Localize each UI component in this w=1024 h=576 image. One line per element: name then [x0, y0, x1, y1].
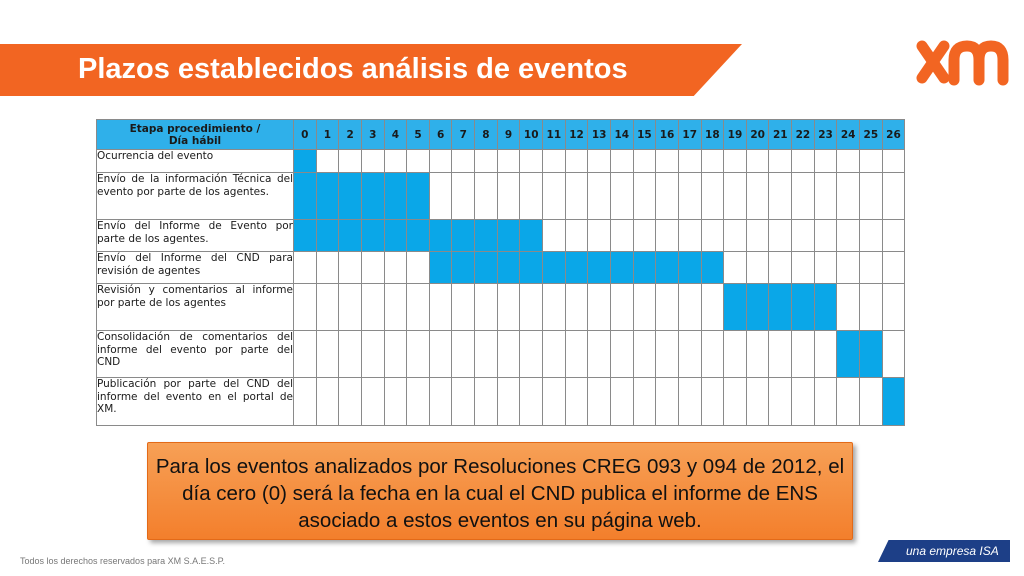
gantt-empty-cell	[543, 284, 566, 331]
gantt-empty-cell	[565, 220, 588, 252]
gantt-empty-cell	[860, 220, 883, 252]
gantt-empty-cell	[746, 150, 769, 173]
gantt-empty-cell	[882, 220, 905, 252]
gantt-empty-cell	[407, 378, 430, 426]
slide-title: Plazos establecidos análisis de eventos	[78, 53, 628, 85]
gantt-bar-cell	[565, 252, 588, 284]
gantt-bar-cell	[633, 252, 656, 284]
gantt-empty-cell	[678, 150, 701, 173]
gantt-empty-cell	[769, 173, 792, 220]
gantt-bar-cell	[701, 252, 724, 284]
gantt-empty-cell	[407, 331, 430, 378]
gantt-empty-cell	[792, 220, 815, 252]
table-row	[97, 150, 905, 173]
gantt-empty-cell	[316, 331, 339, 378]
gantt-empty-cell	[792, 378, 815, 426]
day-header: 14	[610, 120, 633, 150]
day-header: 3	[361, 120, 384, 150]
gantt-empty-cell	[656, 220, 679, 252]
gantt-empty-cell	[656, 284, 679, 331]
note-text: Para los eventos analizados por Resoluciones CREG 093 y 094 de 2012, el día cero (0) será la fecha en la cual el CND publica el informe de ENS asociado a estos eventos en su página web.	[155, 455, 845, 532]
gantt-empty-cell	[610, 378, 633, 426]
table-row	[97, 252, 905, 284]
gantt-empty-cell	[746, 173, 769, 220]
day-header: 19	[724, 120, 747, 150]
gantt-empty-cell	[543, 150, 566, 173]
gantt-bar-cell	[475, 252, 498, 284]
stage-label: Consolidación de comentarios del informe del evento por parte del CND	[97, 331, 294, 378]
gantt-empty-cell	[633, 331, 656, 378]
gantt-empty-cell	[452, 378, 475, 426]
gantt-empty-cell	[520, 173, 543, 220]
gantt-empty-cell	[656, 331, 679, 378]
day-header: 22	[792, 120, 815, 150]
gantt-bar-cell	[361, 220, 384, 252]
gantt-empty-cell	[452, 173, 475, 220]
gantt-empty-cell	[610, 173, 633, 220]
gantt-bar-cell	[384, 220, 407, 252]
gantt-bar-cell	[769, 284, 792, 331]
gantt-empty-cell	[565, 331, 588, 378]
gantt-empty-cell	[678, 173, 701, 220]
gantt-bar-cell	[610, 252, 633, 284]
gantt-empty-cell	[475, 378, 498, 426]
gantt-empty-cell	[837, 220, 860, 252]
day-header: 8	[475, 120, 498, 150]
gantt-bar-cell	[497, 252, 520, 284]
table-row	[97, 220, 905, 252]
gantt-empty-cell	[860, 150, 883, 173]
gantt-empty-cell	[497, 284, 520, 331]
gantt-empty-cell	[475, 150, 498, 173]
gantt-empty-cell	[746, 252, 769, 284]
gantt-empty-cell	[724, 331, 747, 378]
gantt-empty-cell	[316, 284, 339, 331]
gantt-empty-cell	[294, 378, 317, 426]
gantt-empty-cell	[543, 378, 566, 426]
gantt-empty-cell	[452, 150, 475, 173]
gantt-empty-cell	[882, 173, 905, 220]
gantt-empty-cell	[633, 220, 656, 252]
gantt-empty-cell	[610, 220, 633, 252]
gantt-empty-cell	[792, 173, 815, 220]
gantt-empty-cell	[678, 378, 701, 426]
gantt-bar-cell	[837, 331, 860, 378]
stage-label: Revisión y comentarios al informe por parte de los agentes	[97, 284, 294, 331]
gantt-bar-cell	[339, 220, 362, 252]
company-tag: una empresa ISA	[906, 544, 999, 558]
gantt-empty-cell	[837, 252, 860, 284]
gantt-empty-cell	[633, 284, 656, 331]
gantt-empty-cell	[701, 331, 724, 378]
gantt-bar-cell	[407, 173, 430, 220]
gantt-empty-cell	[610, 150, 633, 173]
gantt-empty-cell	[792, 331, 815, 378]
gantt-empty-cell	[610, 284, 633, 331]
day-header: 11	[543, 120, 566, 150]
gantt-empty-cell	[452, 284, 475, 331]
gantt-empty-cell	[882, 284, 905, 331]
day-header: 26	[882, 120, 905, 150]
gantt-empty-cell	[701, 378, 724, 426]
gantt-empty-cell	[769, 220, 792, 252]
gantt-empty-cell	[814, 331, 837, 378]
gantt-bar-cell	[294, 150, 317, 173]
day-header: 1	[316, 120, 339, 150]
day-header: 24	[837, 120, 860, 150]
schedule-table	[96, 119, 905, 426]
day-header: 0	[294, 120, 317, 150]
stage-label: Publicación por parte del CND del informe del evento en el portal de XM.	[97, 378, 294, 426]
gantt-empty-cell	[724, 220, 747, 252]
gantt-empty-cell	[429, 150, 452, 173]
gantt-bar-cell	[882, 378, 905, 426]
gantt-empty-cell	[678, 284, 701, 331]
gantt-bar-cell	[678, 252, 701, 284]
gantt-empty-cell	[520, 378, 543, 426]
gantt-empty-cell	[701, 173, 724, 220]
gantt-empty-cell	[520, 284, 543, 331]
day-header: 13	[588, 120, 611, 150]
gantt-bar-cell	[814, 284, 837, 331]
gantt-bar-cell	[316, 220, 339, 252]
day-header: 7	[452, 120, 475, 150]
gantt-empty-cell	[769, 331, 792, 378]
day-header: 5	[407, 120, 430, 150]
gantt-empty-cell	[565, 378, 588, 426]
gantt-empty-cell	[678, 220, 701, 252]
gantt-empty-cell	[724, 173, 747, 220]
gantt-empty-cell	[633, 378, 656, 426]
gantt-empty-cell	[384, 252, 407, 284]
gantt-empty-cell	[339, 284, 362, 331]
gantt-empty-cell	[792, 150, 815, 173]
gantt-empty-cell	[294, 252, 317, 284]
gantt-empty-cell	[475, 284, 498, 331]
gantt-empty-cell	[814, 252, 837, 284]
gantt-bar-cell	[361, 173, 384, 220]
gantt-empty-cell	[452, 331, 475, 378]
stage-header-line1: Etapa procedimiento /	[129, 122, 261, 135]
gantt-bar-cell	[339, 173, 362, 220]
gantt-bar-cell	[543, 252, 566, 284]
day-header: 18	[701, 120, 724, 150]
day-header: 4	[384, 120, 407, 150]
gantt-empty-cell	[361, 150, 384, 173]
gantt-empty-cell	[701, 284, 724, 331]
note-box	[147, 442, 853, 540]
gantt-empty-cell	[746, 331, 769, 378]
gantt-empty-cell	[565, 150, 588, 173]
gantt-empty-cell	[497, 150, 520, 173]
gantt-empty-cell	[316, 378, 339, 426]
gantt-empty-cell	[656, 150, 679, 173]
day-header: 15	[633, 120, 656, 150]
gantt-bar-cell	[407, 220, 430, 252]
gantt-empty-cell	[882, 150, 905, 173]
gantt-empty-cell	[769, 378, 792, 426]
day-header: 21	[769, 120, 792, 150]
gantt-empty-cell	[588, 331, 611, 378]
day-header: 9	[497, 120, 520, 150]
gantt-empty-cell	[701, 150, 724, 173]
gantt-empty-cell	[565, 173, 588, 220]
gantt-empty-cell	[339, 331, 362, 378]
gantt-empty-cell	[814, 220, 837, 252]
gantt-empty-cell	[588, 284, 611, 331]
gantt-empty-cell	[588, 150, 611, 173]
gantt-empty-cell	[746, 220, 769, 252]
gantt-empty-cell	[361, 378, 384, 426]
footer-copyright: Todos los derechos reservados para XM S.A.E.S.P.	[20, 556, 225, 566]
gantt-empty-cell	[543, 331, 566, 378]
table-row	[97, 284, 905, 331]
gantt-empty-cell	[429, 331, 452, 378]
stage-label: Envío del Informe de Evento por parte de los agentes.	[97, 220, 294, 252]
gantt-empty-cell	[814, 173, 837, 220]
day-header: 6	[429, 120, 452, 150]
day-header: 10	[520, 120, 543, 150]
gantt-empty-cell	[837, 173, 860, 220]
gantt-empty-cell	[339, 150, 362, 173]
table-row	[97, 331, 905, 378]
gantt-bar-cell	[588, 252, 611, 284]
gantt-empty-cell	[724, 150, 747, 173]
gantt-empty-cell	[475, 173, 498, 220]
gantt-empty-cell	[656, 173, 679, 220]
day-header: 17	[678, 120, 701, 150]
gantt-empty-cell	[520, 331, 543, 378]
day-header: 12	[565, 120, 588, 150]
gantt-empty-cell	[792, 252, 815, 284]
gantt-bar-cell	[860, 331, 883, 378]
gantt-empty-cell	[429, 173, 452, 220]
gantt-empty-cell	[497, 173, 520, 220]
gantt-empty-cell	[384, 284, 407, 331]
gantt-empty-cell	[701, 220, 724, 252]
gantt-empty-cell	[294, 284, 317, 331]
gantt-bar-cell	[724, 284, 747, 331]
gantt-empty-cell	[407, 284, 430, 331]
gantt-bar-cell	[520, 220, 543, 252]
gantt-empty-cell	[339, 378, 362, 426]
gantt-empty-cell	[543, 173, 566, 220]
gantt-empty-cell	[384, 150, 407, 173]
gantt-empty-cell	[497, 378, 520, 426]
gantt-empty-cell	[294, 331, 317, 378]
gantt-empty-cell	[384, 331, 407, 378]
gantt-empty-cell	[407, 252, 430, 284]
day-header: 25	[860, 120, 883, 150]
gantt-empty-cell	[769, 150, 792, 173]
stage-label: Ocurrencia del evento	[97, 150, 294, 173]
gantt-bar-cell	[452, 252, 475, 284]
gantt-bar-cell	[429, 220, 452, 252]
gantt-empty-cell	[429, 378, 452, 426]
gantt-empty-cell	[339, 252, 362, 284]
gantt-empty-cell	[407, 150, 430, 173]
gantt-empty-cell	[837, 378, 860, 426]
day-header: 23	[814, 120, 837, 150]
gantt-bar-cell	[520, 252, 543, 284]
gantt-empty-cell	[361, 331, 384, 378]
stage-header-line2: Día hábil	[168, 134, 222, 147]
gantt-empty-cell	[837, 284, 860, 331]
gantt-empty-cell	[678, 331, 701, 378]
gantt-empty-cell	[860, 252, 883, 284]
gantt-bar-cell	[746, 284, 769, 331]
gantt-empty-cell	[384, 378, 407, 426]
gantt-empty-cell	[316, 150, 339, 173]
stage-label: Envío del Informe del CND para revisión de agentes	[97, 252, 294, 284]
gantt-empty-cell	[588, 378, 611, 426]
gantt-bar-cell	[316, 173, 339, 220]
gantt-empty-cell	[633, 150, 656, 173]
gantt-empty-cell	[475, 331, 498, 378]
table-row	[97, 173, 905, 220]
gantt-empty-cell	[361, 252, 384, 284]
gantt-bar-cell	[656, 252, 679, 284]
gantt-empty-cell	[882, 331, 905, 378]
gantt-empty-cell	[588, 220, 611, 252]
gantt-empty-cell	[429, 284, 452, 331]
gantt-bar-cell	[294, 220, 317, 252]
stage-label: Envío de la información Técnica del evento por parte de los agentes.	[97, 173, 294, 220]
gantt-bar-cell	[497, 220, 520, 252]
gantt-empty-cell	[746, 378, 769, 426]
gantt-empty-cell	[543, 220, 566, 252]
gantt-empty-cell	[882, 252, 905, 284]
gantt-empty-cell	[520, 150, 543, 173]
gantt-bar-cell	[452, 220, 475, 252]
day-header: 20	[746, 120, 769, 150]
gantt-empty-cell	[860, 173, 883, 220]
gantt-empty-cell	[497, 331, 520, 378]
gantt-empty-cell	[724, 252, 747, 284]
gantt-empty-cell	[588, 173, 611, 220]
gantt-empty-cell	[633, 173, 656, 220]
stage-column-header	[97, 120, 294, 150]
gantt-empty-cell	[860, 284, 883, 331]
gantt-bar-cell	[475, 220, 498, 252]
gantt-bar-cell	[792, 284, 815, 331]
gantt-empty-cell	[814, 378, 837, 426]
gantt-empty-cell	[316, 252, 339, 284]
gantt-empty-cell	[656, 378, 679, 426]
gantt-empty-cell	[724, 378, 747, 426]
table-row	[97, 378, 905, 426]
gantt-empty-cell	[860, 378, 883, 426]
day-header: 16	[656, 120, 679, 150]
xm-logo	[910, 20, 1012, 94]
table-header-row	[97, 120, 905, 150]
gantt-bar-cell	[384, 173, 407, 220]
day-header: 2	[339, 120, 362, 150]
gantt-empty-cell	[814, 150, 837, 173]
gantt-empty-cell	[361, 284, 384, 331]
gantt-empty-cell	[565, 284, 588, 331]
gantt-bar-cell	[429, 252, 452, 284]
gantt-empty-cell	[769, 252, 792, 284]
gantt-empty-cell	[837, 150, 860, 173]
gantt-empty-cell	[610, 331, 633, 378]
gantt-bar-cell	[294, 173, 317, 220]
